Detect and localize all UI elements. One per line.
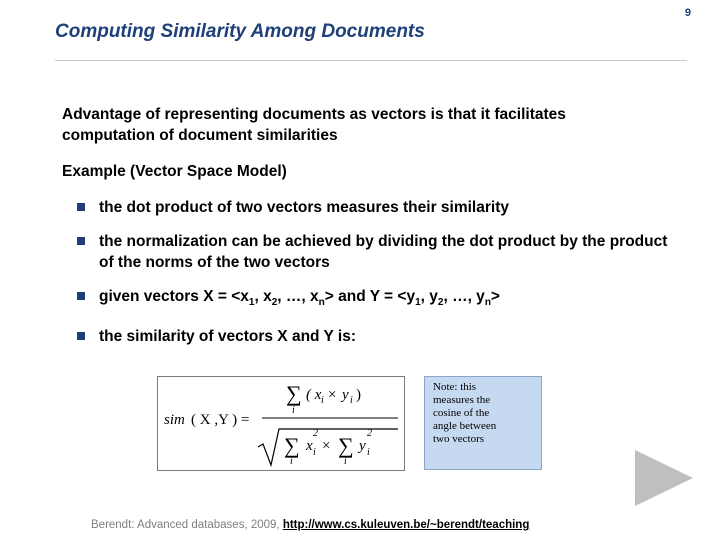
formula-args: ( X ,Y ) = (191, 412, 250, 428)
formula-index: i (367, 447, 370, 458)
note-line: angle between (433, 420, 497, 432)
next-slide-arrow-icon (631, 446, 695, 510)
bullet-dot-product (77, 197, 677, 218)
cosine-similarity-formula (157, 376, 405, 471)
page-number: 9 (684, 7, 691, 19)
formula-index: i (313, 447, 316, 458)
subscript: 2 (437, 297, 444, 309)
formula-exponent: 2 (313, 428, 318, 439)
square-bullet-icon (77, 203, 85, 211)
example-heading: Example (Vector Space Model) (62, 163, 287, 180)
bullet-text: the dot product of two vectors measures their similarity (99, 199, 509, 216)
subscript: 1 (415, 297, 421, 309)
formula-sum-y: ∑ (338, 433, 354, 458)
footer-text: Berendt: Advanced databases, 2009, (91, 519, 283, 531)
formula-sum-numerator: ∑ (286, 381, 302, 406)
next-slide-button[interactable] (631, 446, 695, 510)
formula-numerator-x: ( x (306, 387, 322, 403)
bullet-normalization (77, 231, 677, 273)
ellipsis: , …, y (443, 288, 485, 305)
formula-close-paren: ) (356, 387, 361, 403)
slide-title: Computing Similarity Among Documents (55, 21, 425, 42)
subscript: n (484, 297, 491, 309)
formula-index: i (321, 395, 324, 406)
formula-times: × (328, 387, 337, 403)
formula-index: i (292, 405, 295, 416)
note-line: cosine of the (433, 407, 490, 419)
bullet-text: the similarity of vectors X and Y is: (99, 328, 356, 346)
vector-end: > (490, 288, 500, 305)
vector-x-prefix: given vectors X = <x (99, 288, 249, 305)
title-divider (55, 60, 687, 61)
note-callout (424, 376, 542, 470)
bullet-text (99, 288, 500, 309)
square-bullet-icon (77, 292, 85, 300)
separator: , y (420, 288, 438, 305)
note-line: two vectors (433, 433, 485, 445)
formula-index: i (344, 456, 347, 467)
formula-sum-x: ∑ (284, 433, 300, 458)
formula-denominator-x: x (306, 438, 313, 454)
intro-text: Advantage of representing documents as vectors is that it facilitates computation of document similarities (62, 106, 566, 144)
subscript: 1 (248, 297, 255, 309)
formula-index: i (350, 395, 353, 406)
formula-times: × (322, 438, 331, 454)
separator: , x (254, 288, 272, 305)
formula-numerator-y: y (342, 387, 349, 403)
bullet-list (77, 197, 677, 347)
bullet-text: the normalization can be achieved by dividing the dot product by the product of the norms of the two vectors (99, 233, 668, 271)
bullet-given-vectors (77, 286, 677, 313)
formula-sim: sim (164, 412, 185, 428)
formula-index: i (290, 456, 293, 467)
formula-exponent: 2 (367, 428, 372, 439)
subscript: n (318, 297, 325, 309)
footer (91, 519, 529, 531)
formula-denominator-y: y (359, 438, 366, 454)
note-line: measures the (433, 394, 491, 406)
footer-link[interactable]: http://www.cs.kuleuven.be/~berendt/teaching (282, 519, 530, 531)
bullet-similarity (77, 326, 677, 347)
vector-y-prefix: > and Y = <y (324, 288, 416, 305)
ellipsis: , …, x (277, 288, 319, 305)
subscript: 2 (271, 297, 278, 309)
note-line: Note: this (433, 381, 477, 393)
formula-graphic (158, 377, 404, 470)
square-bullet-icon (77, 237, 85, 245)
square-bullet-icon (77, 332, 85, 340)
